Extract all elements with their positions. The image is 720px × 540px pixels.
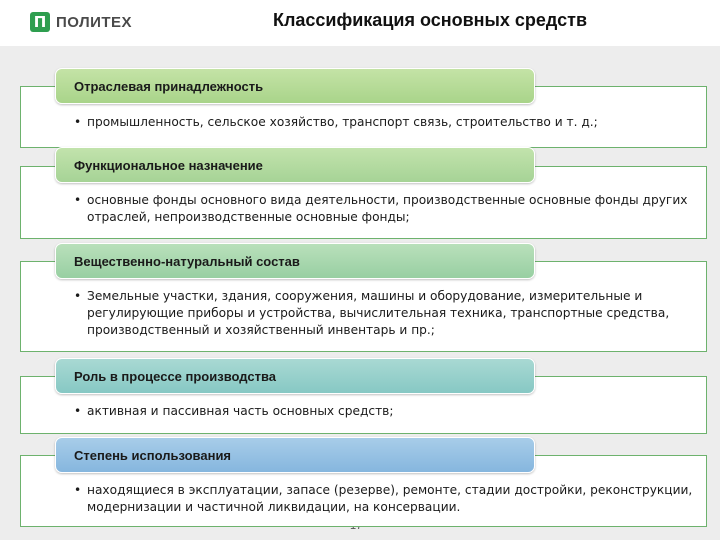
section-heading-industry: Отраслевая принадлежность [55,68,535,104]
bullet-marker: • [74,115,82,129]
section-text-function: • основные фонды основного вида деятельности, производственные основные фонды других отраслей, непроизводственные основные фонды; [74,193,688,224]
logo-text: ПОЛИТЕХ [56,13,133,31]
section-heading-composition: Вещественно-натуральный состав [55,243,535,279]
section-text-composition: • Земельные участки, здания, сооружения, машины и оборудование, измерительные и регулирующие приборы и устройства, вычислительная техника, транспортные средства, производственный и хозяйственный инвентарь и пр.; [74,289,670,337]
header [0,0,720,46]
section-heading-usage: Степень использования [55,437,535,473]
bullet-marker: • [74,483,82,497]
section-text-usage: • находящиеся в эксплуатации, запасе (резерве), ремонте, стадии достройки, реконструкции, модернизации и частичной ликвидации, на консервации. [74,483,693,514]
bullet-marker: • [74,193,82,207]
section-heading-role: Роль в процессе производства [55,358,535,394]
bullet-marker: • [74,404,82,418]
section-text-industry: • промышленность, сельское хозяйство, транспорт связь, строительство и т. д.; [74,115,598,129]
bullet-marker: • [74,289,82,303]
politech-logo-icon: П [30,12,50,32]
section-heading-function: Функциональное назначение [55,147,535,183]
section-text-role: • активная и пассивная часть основных средств; [74,404,394,418]
logo [30,12,132,32]
page-title: Классификация основных средств [272,10,588,30]
